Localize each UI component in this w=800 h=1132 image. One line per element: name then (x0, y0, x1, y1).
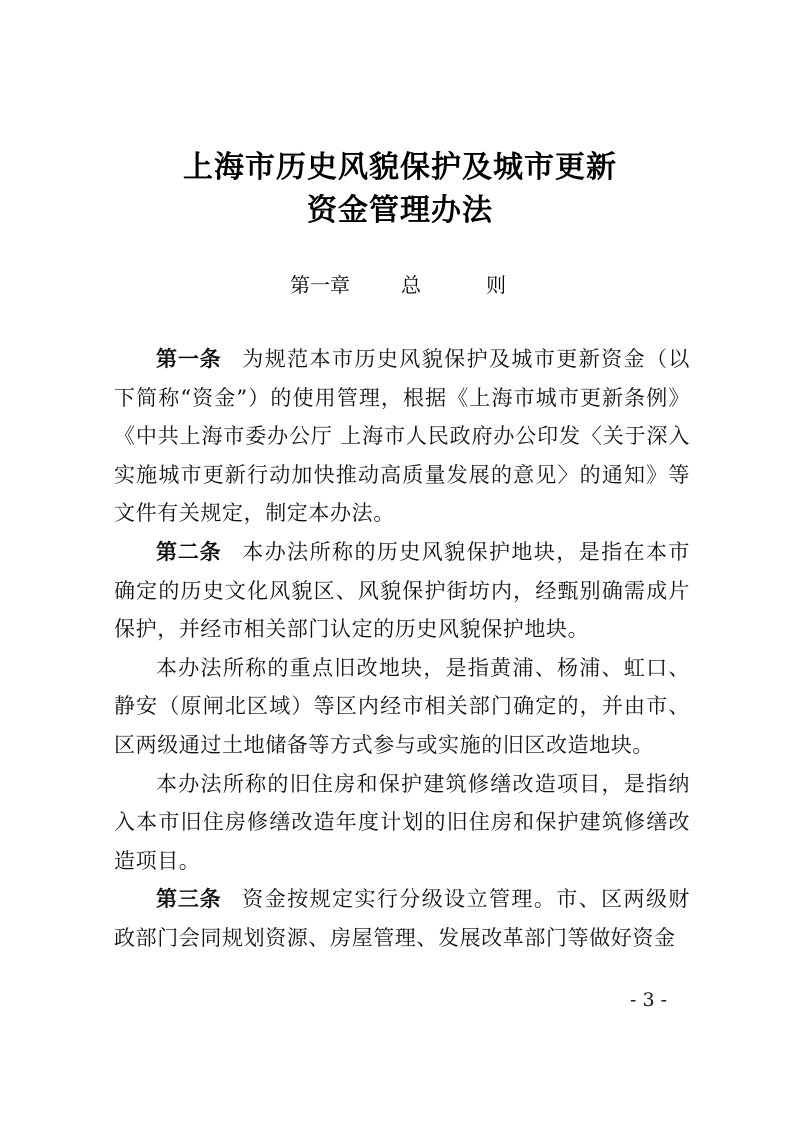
article-text: 资金按规定实行分级设立管理。市、区两级财政部门会同规划资源、房屋管理、发展改革部门等做好资金 (114, 887, 691, 950)
document-body (114, 340, 690, 958)
article-text: 本办法所称的历史风貌保护地块，是指在本市确定的历史文化风貌区、风貌保护街坊内，经甄别确需成片保护，并经市相关部门认定的历史风貌保护地块。 (114, 539, 691, 642)
article-1 (114, 340, 690, 533)
chapter-number: 第一章 (290, 273, 350, 297)
article-2 (114, 533, 690, 649)
document-title-line-1: 上海市历史风貌保护及城市更新 (183, 150, 617, 185)
article-3 (114, 880, 690, 957)
chapter-name-part-1: 总 (401, 273, 421, 297)
article-text: 为规范本市历史风貌保护及城市更新资金（以下简称“资金”）的使用管理，根据《上海市城市更新条例》《中共上海市委办公厅 上海市人民政府办公印发〈关于深入实施城市更新行动加快推动高质量发展的意见〉的通知》等文件有关规定，制定本办法。 (114, 347, 691, 526)
article-label: 第三条 (156, 887, 222, 912)
chapter-heading (0, 270, 800, 300)
article-label: 第一条 (156, 347, 222, 371)
page-number: - 3 - (630, 989, 668, 1011)
chapter-name-part-2: 则 (486, 273, 506, 297)
paragraph (114, 649, 690, 765)
paragraph-text: 本办法所称的重点旧改地块，是指黄浦、杨浦、虹口、静安（原闸北区域）等区内经市相关部门确定的，并由市、区两级通过土地储备等方式参与或实施的旧区改造地块。 (114, 655, 690, 757)
article-label: 第二条 (156, 539, 222, 564)
paragraph (114, 765, 690, 881)
paragraph-text: 本办法所称的旧住房和保护建筑修缮改造项目，是指纳入本市旧住房修缮改造年度计划的旧住房和保护建筑修缮改造项目。 (114, 771, 690, 873)
document-title-line-2: 资金管理办法 (307, 193, 493, 228)
